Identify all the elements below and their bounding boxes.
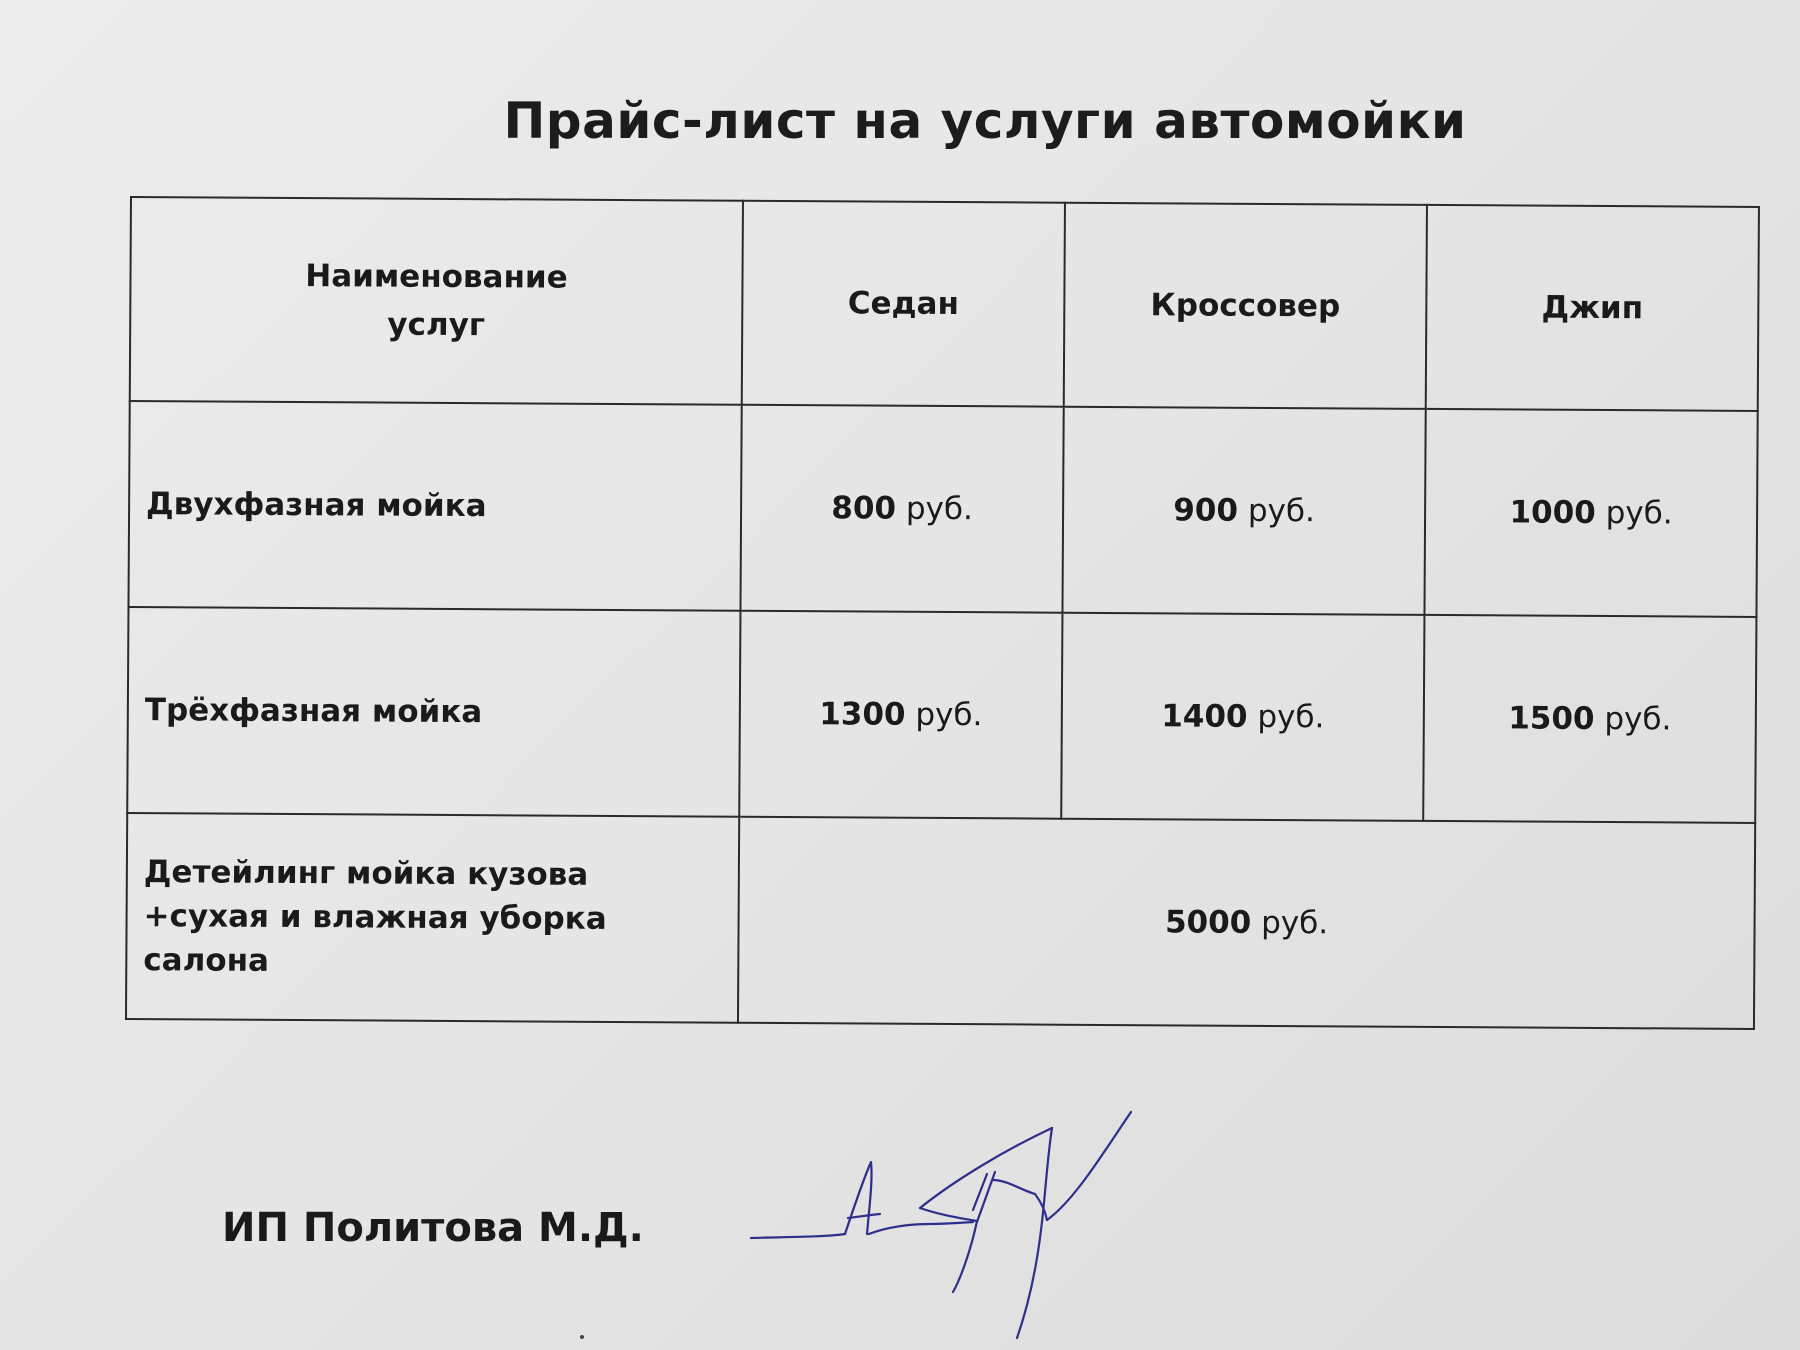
price-amount: 800 — [831, 490, 897, 527]
price-sedan — [740, 405, 1063, 613]
header-service-name-line2: услуг — [387, 306, 486, 344]
price-jeep — [1423, 615, 1756, 823]
price-amount: 1300 — [819, 696, 906, 733]
header-crossover: Кроссовер — [1064, 203, 1427, 409]
signatory-name: ИП Политова М.Д. — [222, 1205, 644, 1251]
price-table — [125, 196, 1760, 1030]
header-service-name-line1: Наименование — [305, 258, 568, 296]
table-row — [127, 607, 1756, 823]
price-amount: 900 — [1173, 492, 1239, 529]
detailing-name-line2: +сухая и влажная уборка салона — [143, 898, 607, 979]
price-crossover — [1062, 407, 1425, 615]
service-name-detailing — [126, 813, 739, 1023]
price-currency: руб. — [1261, 904, 1329, 942]
service-name: Трёхфазная мойка — [127, 607, 740, 817]
price-sedan — [739, 611, 1062, 819]
table-row-detailing — [126, 813, 1755, 1029]
price-currency: руб. — [1605, 495, 1673, 532]
price-currency: руб. — [1247, 492, 1315, 530]
header-service-name — [130, 197, 743, 405]
document-title: Прайс-лист на услуги автомойки — [503, 92, 1467, 150]
handwritten-signature — [745, 1090, 1225, 1340]
price-detailing — [738, 817, 1755, 1029]
service-name: Двухфазная мойка — [128, 401, 741, 611]
header-jeep: Джип — [1426, 205, 1759, 411]
price-crossover — [1061, 613, 1424, 821]
price-currency: руб. — [905, 490, 973, 528]
price-jeep — [1424, 409, 1757, 617]
price-currency: руб. — [915, 696, 983, 734]
detailing-name-line1: Детейлинг мойка кузова — [143, 854, 589, 893]
price-currency: руб. — [1604, 701, 1672, 738]
price-amount: 1000 — [1509, 494, 1596, 531]
price-amount: 5000 — [1164, 904, 1252, 941]
price-currency: руб. — [1257, 698, 1325, 736]
table-row — [128, 401, 1757, 617]
table-header-row — [130, 197, 1759, 411]
price-amount: 1400 — [1161, 698, 1248, 735]
paper-speck — [580, 1335, 584, 1339]
header-sedan: Седан — [742, 201, 1065, 407]
price-amount: 1500 — [1508, 700, 1595, 737]
